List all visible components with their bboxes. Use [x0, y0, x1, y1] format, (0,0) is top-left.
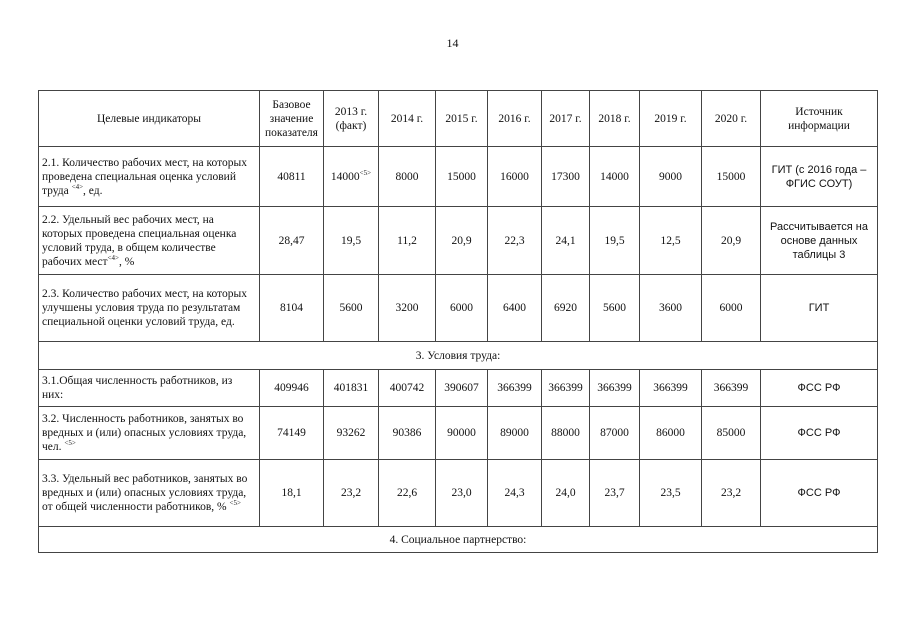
header-cell: Целевые индикаторы	[39, 91, 260, 147]
value-2014: 400742	[379, 370, 436, 407]
source-cell: ФСС РФ	[761, 407, 878, 460]
value-2014: 3200	[379, 275, 436, 342]
indicator-text: 2.1. Количество рабочих мест, на которых проведена специальная оценка условий труда	[42, 156, 247, 197]
indicator-cell	[39, 147, 260, 207]
footnote-ref: <5>	[64, 439, 76, 448]
value-2015: 23,0	[436, 460, 488, 527]
header-cell: Источник информации	[761, 91, 878, 147]
footnote-ref: <4>	[107, 253, 119, 262]
value-2019: 23,5	[640, 460, 702, 527]
value-2020: 23,2	[702, 460, 761, 527]
indicator-cell: 2.3. Количество рабочих мест, на которых улучшены условия труда по результатам специальной оценки условий труда, ед.	[39, 275, 260, 342]
value-2013: 401831	[324, 370, 379, 407]
value-2019: 3600	[640, 275, 702, 342]
value-2017: 366399	[542, 370, 590, 407]
section-heading: 4. Социальное партнерство:	[39, 527, 878, 553]
footnote-ref: <5>	[359, 168, 372, 177]
value-2018: 14000	[590, 147, 640, 207]
header-cell: 2015 г.	[436, 91, 488, 147]
table-row	[39, 407, 878, 460]
base-value: 40811	[260, 147, 324, 207]
header-cell: 2013 г. (факт)	[324, 91, 379, 147]
value-2020: 20,9	[702, 207, 761, 275]
value-2014: 22,6	[379, 460, 436, 527]
value-2020: 366399	[702, 370, 761, 407]
value-2017: 17300	[542, 147, 590, 207]
header-cell: 2014 г.	[379, 91, 436, 147]
table-row	[39, 207, 878, 275]
indicator-cell	[39, 407, 260, 460]
section-heading: 3. Условия труда:	[39, 342, 878, 370]
value-2018: 87000	[590, 407, 640, 460]
source-cell: ГИТ	[761, 275, 878, 342]
source-cell: ФСС РФ	[761, 370, 878, 407]
value-2013: 93262	[324, 407, 379, 460]
header-cell: 2016 г.	[488, 91, 542, 147]
indicator-text: 2.2. Удельный вес рабочих мест, на которых проведена специальная оценка условий труда, в общем количестве рабочих мест	[42, 213, 237, 268]
indicator-cell	[39, 207, 260, 275]
indicator-unit: , ед.	[83, 184, 103, 197]
header-cell: 2017 г.	[542, 91, 590, 147]
value-2020: 15000	[702, 147, 761, 207]
section-row	[39, 342, 878, 370]
header-cell: 2020 г.	[702, 91, 761, 147]
value-2018: 19,5	[590, 207, 640, 275]
table-row	[39, 370, 878, 407]
header-cell: 2018 г.	[590, 91, 640, 147]
value-2017: 24,0	[542, 460, 590, 527]
table-row	[39, 275, 878, 342]
base-value: 8104	[260, 275, 324, 342]
value-2019: 86000	[640, 407, 702, 460]
value-2015: 20,9	[436, 207, 488, 275]
base-value: 18,1	[260, 460, 324, 527]
value-2018: 366399	[590, 370, 640, 407]
footnote-ref: <4>	[71, 182, 84, 191]
value-2013	[324, 147, 379, 207]
header-cell: Базовое значение показателя	[260, 91, 324, 147]
value-2020: 6000	[702, 275, 761, 342]
value-2013: 19,5	[324, 207, 379, 275]
value-2017: 6920	[542, 275, 590, 342]
value-2015: 90000	[436, 407, 488, 460]
value-2016: 89000	[488, 407, 542, 460]
value-2015: 15000	[436, 147, 488, 207]
value-2016: 16000	[488, 147, 542, 207]
source-cell: ГИТ (с 2016 года – ФГИС СОУТ)	[761, 147, 878, 207]
value-2013: 5600	[324, 275, 379, 342]
value-2013-text: 14000	[330, 170, 360, 183]
value-2016: 6400	[488, 275, 542, 342]
value-2018: 5600	[590, 275, 640, 342]
section-row	[39, 527, 878, 553]
base-value: 74149	[260, 407, 324, 460]
value-2013: 23,2	[324, 460, 379, 527]
value-2014: 90386	[379, 407, 436, 460]
value-2017: 88000	[542, 407, 590, 460]
table-row	[39, 147, 878, 207]
value-2019: 366399	[640, 370, 702, 407]
base-value: 409946	[260, 370, 324, 407]
header-cell: 2019 г.	[640, 91, 702, 147]
value-2015: 6000	[436, 275, 488, 342]
value-2016: 24,3	[488, 460, 542, 527]
indicators-table	[38, 90, 878, 553]
footnote-ref: <5>	[229, 499, 241, 508]
value-2016: 22,3	[488, 207, 542, 275]
value-2019: 12,5	[640, 207, 702, 275]
value-2019: 9000	[640, 147, 702, 207]
page-number: 14	[446, 36, 459, 50]
indicator-text: 3.3. Удельный вес работников, занятых во вредных и (или) опасных условиях труда, от общей численности работников, %	[42, 473, 248, 513]
value-2015: 390607	[436, 370, 488, 407]
source-cell: ФСС РФ	[761, 460, 878, 527]
header-row	[39, 91, 878, 147]
indicator-text: 3.2. Численность работников, занятых во вредных и (или) опасных условиях труда, чел.	[42, 413, 247, 453]
indicator-cell: 3.1.Общая численность работников, из них:	[39, 370, 260, 407]
source-cell: Рассчитывается на основе данных таблицы 3	[761, 207, 878, 275]
value-2014: 8000	[379, 147, 436, 207]
value-2018: 23,7	[590, 460, 640, 527]
value-2016: 366399	[488, 370, 542, 407]
indicator-unit: , %	[118, 255, 135, 268]
value-2014: 11,2	[379, 207, 436, 275]
value-2020: 85000	[702, 407, 761, 460]
table-row	[39, 460, 878, 527]
base-value: 28,47	[260, 207, 324, 275]
indicator-cell	[39, 460, 260, 527]
value-2017: 24,1	[542, 207, 590, 275]
